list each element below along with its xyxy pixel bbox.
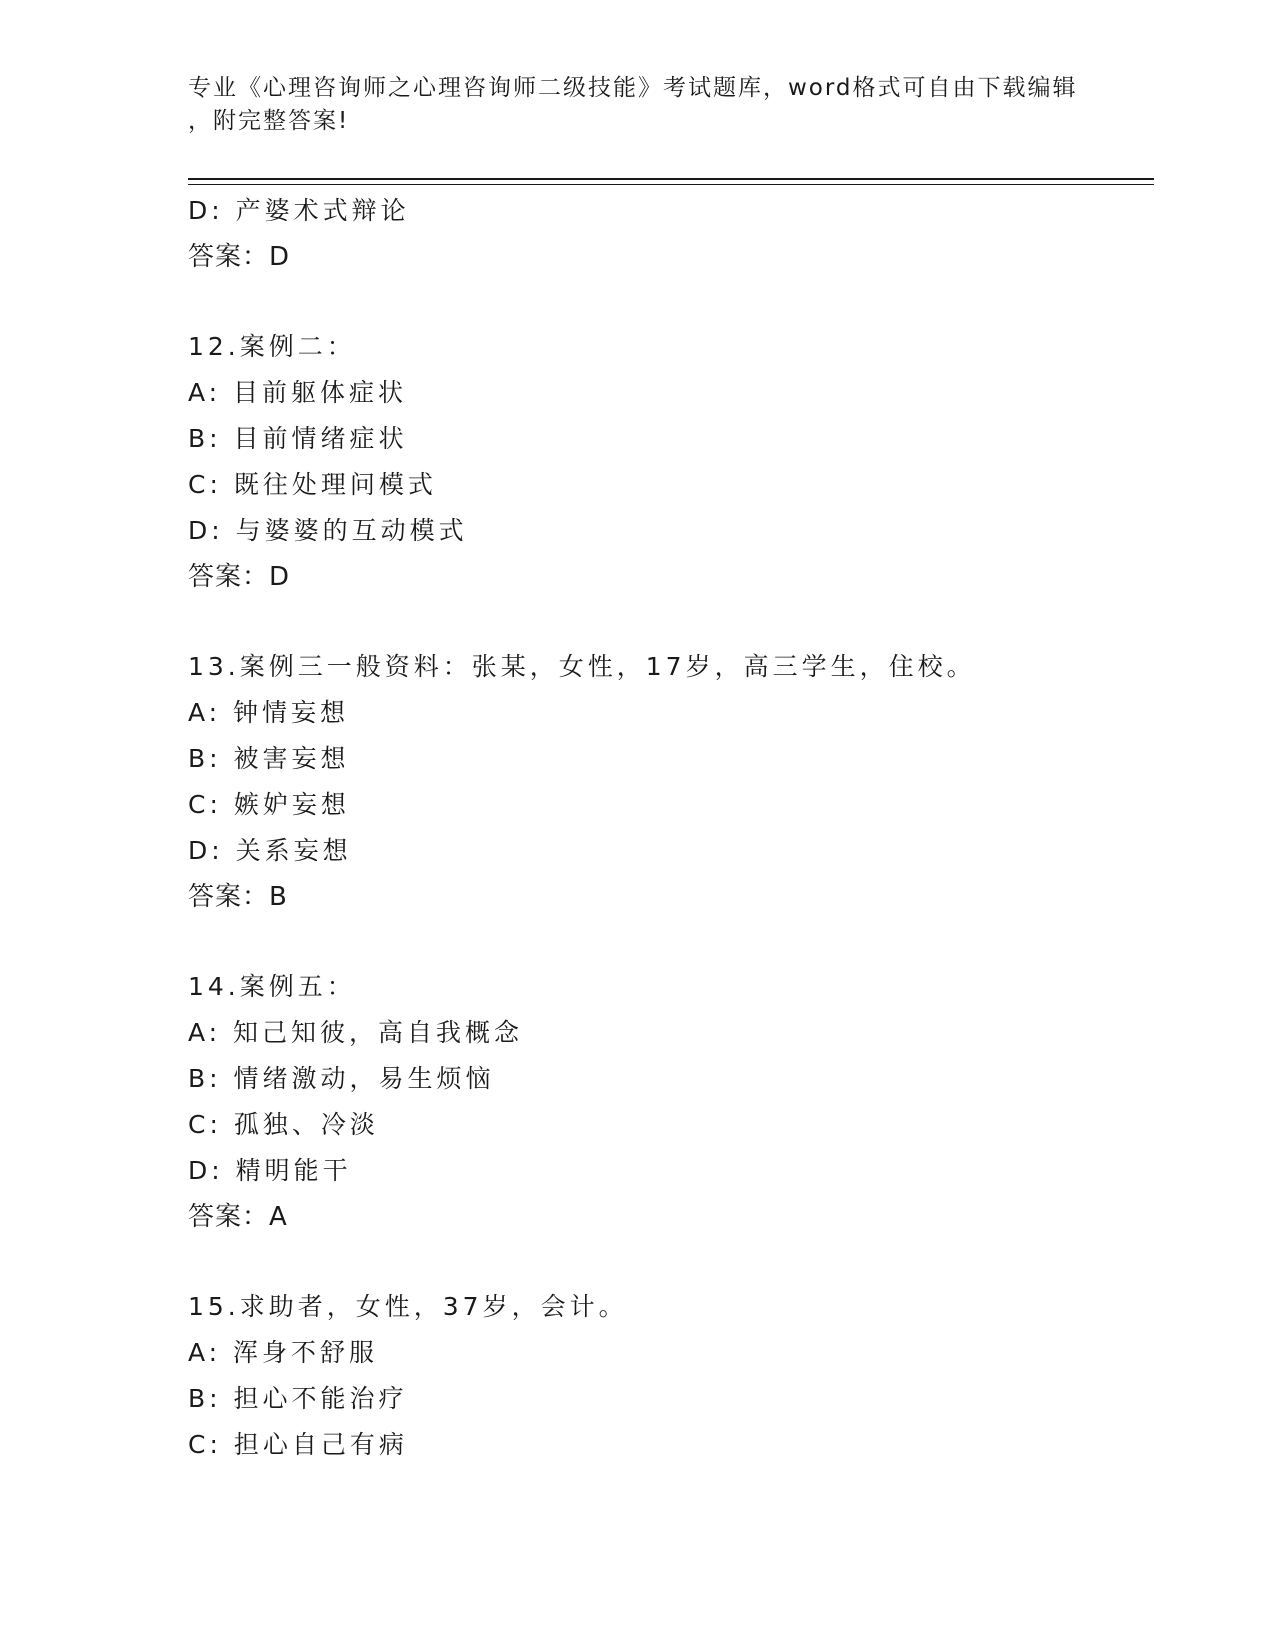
option-a: A: 钟情妄想 <box>188 698 350 727</box>
option-a: A: 知己知彼，高自我概念 <box>188 1018 524 1047</box>
header-title-line1: 专业《心理咨询师之心理咨询师二级技能》考试题库，word格式可自由下载编辑 <box>188 75 1078 101</box>
document-header <box>188 72 1078 138</box>
header-title-line2: ，附完整答案! <box>188 108 350 134</box>
option-c: C: 担心自己有病 <box>188 1430 408 1459</box>
answer-line: 答案：A <box>188 1202 288 1232</box>
header-divider-thin <box>188 184 1154 185</box>
spacer <box>188 600 1148 644</box>
option-c: C: 既往处理问模式 <box>188 470 437 499</box>
answer-line: 答案：D <box>188 242 291 272</box>
option-a: A: 目前躯体症状 <box>188 378 408 407</box>
question-block-13 <box>188 644 1148 920</box>
question-stem: 15.求助者，女性，37岁，会计。 <box>188 1292 628 1321</box>
answer-line: 答案：B <box>188 882 288 912</box>
option-a: A: 浑身不舒服 <box>188 1338 379 1367</box>
question-stem: 13.案例三一般资料：张某，女性，17岁，高三学生，住校。 <box>188 652 976 681</box>
question-stem: 14.案例五： <box>188 972 356 1001</box>
question-block-14 <box>188 964 1148 1240</box>
option-d: D: 产婆术式辩论 <box>188 196 410 225</box>
option-d: D: 精明能干 <box>188 1156 352 1185</box>
spacer <box>188 280 1148 324</box>
answer-line: 答案：D <box>188 562 291 592</box>
question-block-12 <box>188 324 1148 600</box>
question-block-15 <box>188 1284 1148 1468</box>
question-stem: 12.案例二： <box>188 332 356 361</box>
question-block-11 <box>188 188 1148 280</box>
spacer <box>188 1240 1148 1284</box>
header-divider-thick <box>188 178 1154 180</box>
question-list <box>188 188 1148 1468</box>
option-d: D: 关系妄想 <box>188 836 352 865</box>
option-d: D: 与婆婆的互动模式 <box>188 516 468 545</box>
option-b: B: 被害妄想 <box>188 744 350 773</box>
option-c: C: 嫉妒妄想 <box>188 790 350 819</box>
option-b: B: 担心不能治疗 <box>188 1384 408 1413</box>
option-b: B: 目前情绪症状 <box>188 424 408 453</box>
option-b: B: 情绪激动，易生烦恼 <box>188 1064 495 1093</box>
option-c: C: 孤独、冷淡 <box>188 1110 379 1139</box>
spacer <box>188 920 1148 964</box>
